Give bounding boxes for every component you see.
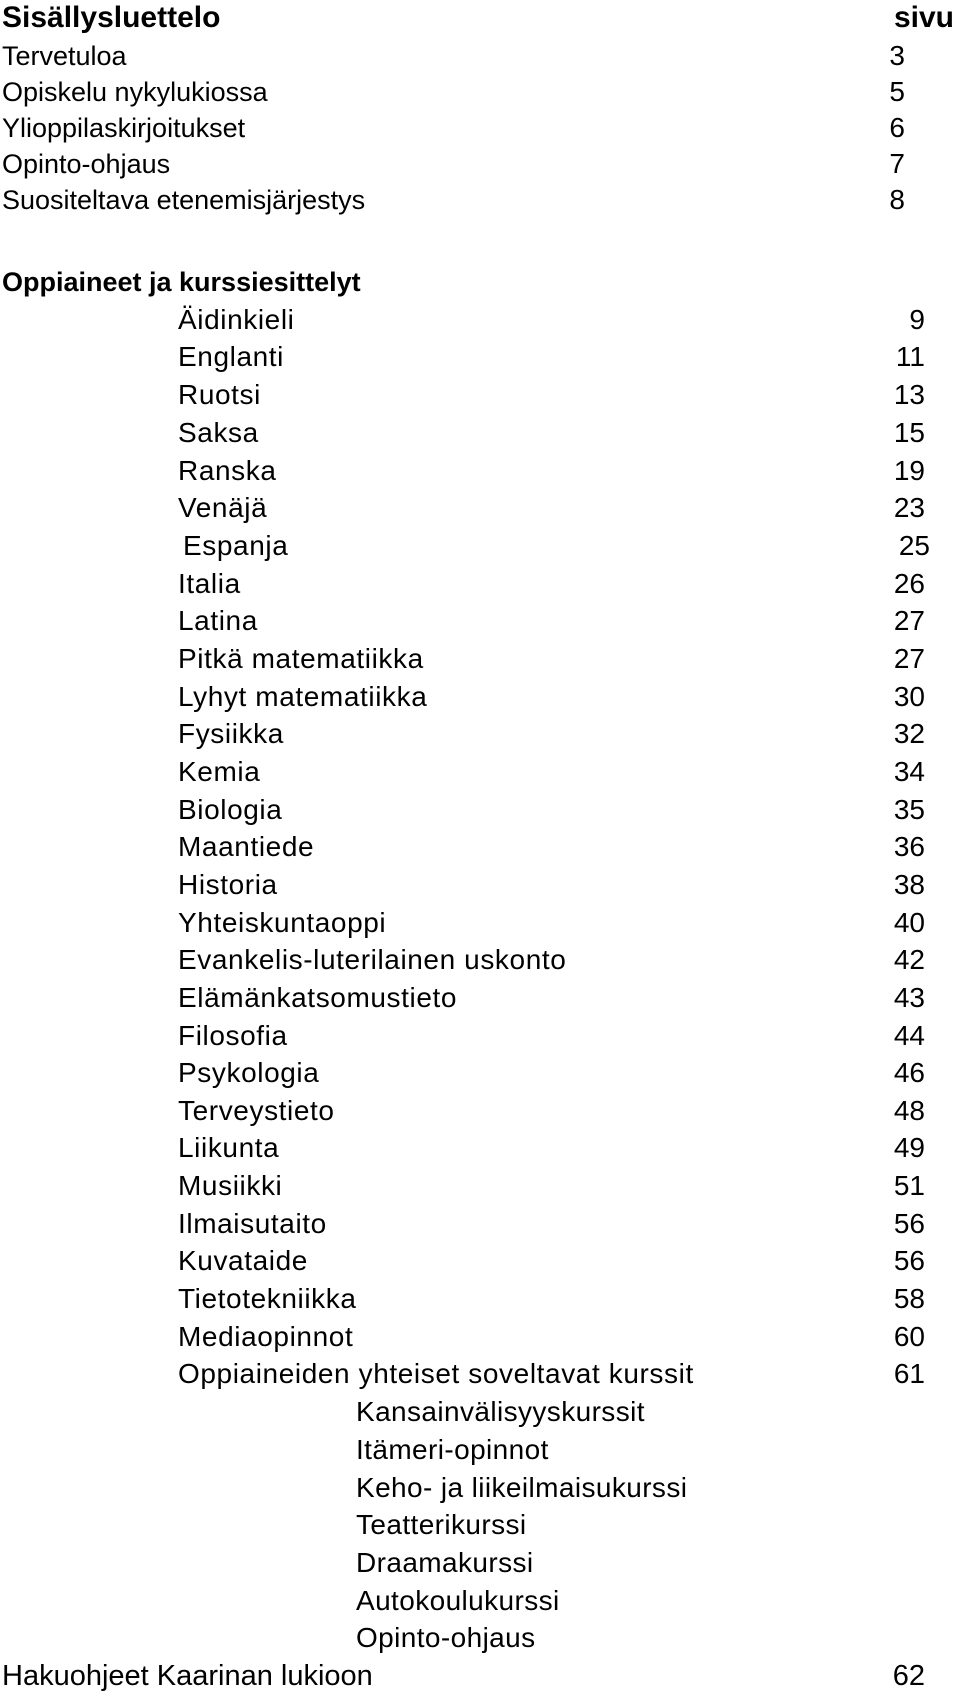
toc-entry-page: 8: [889, 184, 905, 215]
toc-entry-hakuohjeet[interactable]: [0, 1658, 960, 1694]
toc-entry-subject[interactable]: [0, 679, 960, 715]
toc-entry-subject[interactable]: [0, 339, 960, 375]
toc-entry-label: Ylioppilaskirjoitukset: [2, 113, 246, 143]
toc-entry-subject[interactable]: [0, 1206, 960, 1242]
toc-entry-opiskelu[interactable]: [0, 74, 960, 110]
subject-page: 36: [893, 831, 925, 862]
toc-entry-subject[interactable]: [0, 641, 960, 677]
toc-entry-page: 62: [892, 1660, 925, 1692]
subject-label: Psykologia: [178, 1057, 320, 1088]
toc-entry-subject[interactable]: [0, 1130, 960, 1166]
subject-label: Oppiaineiden yhteiset soveltavat kurssit: [178, 1358, 694, 1389]
toc-entry-subject[interactable]: [0, 1018, 960, 1054]
subject-page: 27: [893, 643, 925, 674]
subject-page: 42: [893, 944, 925, 975]
course-label: Opinto-ohjaus: [356, 1622, 536, 1653]
toc-entry-subject[interactable]: [0, 453, 960, 489]
toc-entry-ylioppilaskirjoitukset[interactable]: [0, 110, 960, 146]
subject-label: Pitkä matematiikka: [178, 643, 424, 674]
subject-page: 48: [893, 1095, 925, 1126]
subject-page: 44: [893, 1020, 925, 1051]
subject-page: 27: [893, 605, 925, 636]
page-column-header: sivu: [893, 1, 954, 34]
subject-label: Latina: [178, 605, 258, 636]
toc-subentry[interactable]: [0, 1432, 960, 1468]
subject-label: Mediaopinnot: [178, 1321, 354, 1352]
course-label: Autokoulukurssi: [356, 1585, 560, 1616]
subject-page: 26: [893, 568, 925, 599]
toc-entry-page: 5: [889, 76, 905, 107]
subject-page: 30: [893, 681, 925, 712]
toc-entry-subject[interactable]: [0, 528, 960, 564]
subject-page: 40: [893, 907, 925, 938]
subject-label: Liikunta: [178, 1132, 280, 1163]
subject-label: Tietotekniikka: [178, 1283, 357, 1314]
subject-page: 43: [893, 982, 925, 1013]
toc-entry-subject[interactable]: [0, 377, 960, 413]
subject-label: Evankelis-luterilainen uskonto: [178, 944, 567, 975]
toc-entry-label: Opinto-ohjaus: [2, 149, 171, 179]
subject-label: Biologia: [178, 794, 283, 825]
section-heading-row: [0, 264, 960, 300]
toc-subentry[interactable]: [0, 1545, 960, 1581]
toc-entry-page: 3: [889, 40, 905, 71]
toc-entry-subject[interactable]: [0, 829, 960, 865]
subject-page: 9: [909, 304, 925, 335]
subject-page: 49: [893, 1132, 925, 1163]
subject-page: 11: [895, 341, 925, 372]
subject-page: 19: [893, 455, 925, 486]
subject-page: 32: [893, 718, 925, 749]
subject-label: Filosofia: [178, 1020, 288, 1051]
subject-label: Musiikki: [178, 1170, 283, 1201]
subject-page: 38: [893, 869, 925, 900]
toc-subentry[interactable]: [0, 1470, 960, 1506]
toc-entry-tervetuloa[interactable]: [0, 38, 960, 74]
subject-label: Espanja: [183, 530, 289, 561]
course-label: Draamakurssi: [356, 1547, 534, 1578]
toc-entry-subject[interactable]: [0, 716, 960, 752]
subject-label: Saksa: [178, 417, 259, 448]
subject-page: 23: [893, 492, 925, 523]
toc-entry-subject[interactable]: [0, 566, 960, 602]
subject-label: Yhteiskuntaoppi: [178, 907, 387, 938]
toc-entry-page: 6: [889, 112, 905, 143]
toc-entry-opinto-ohjaus[interactable]: [0, 146, 960, 182]
subject-label: Englanti: [178, 341, 284, 372]
subject-label: Kemia: [178, 756, 261, 787]
course-label: Teatterikurssi: [356, 1509, 527, 1540]
subject-label: Kuvataide: [178, 1245, 308, 1276]
subject-label: Elämänkatsomustieto: [178, 982, 458, 1013]
toc-subentry[interactable]: [0, 1394, 960, 1430]
subject-page: 58: [893, 1283, 925, 1314]
toc-subentry[interactable]: [0, 1583, 960, 1619]
toc-entry-subject[interactable]: [0, 867, 960, 903]
subject-page: 34: [893, 756, 925, 787]
subject-label: Italia: [178, 568, 241, 599]
subject-label: Lyhyt matematiikka: [178, 681, 428, 712]
toc-entry-subject[interactable]: [0, 415, 960, 451]
subject-label: Historia: [178, 869, 278, 900]
toc-entry-page: 7: [889, 148, 905, 179]
toc-entry-label: Opiskelu nykylukiossa: [2, 77, 268, 107]
toc-entry-subject[interactable]: [0, 942, 960, 978]
subject-label: Ilmaisutaito: [178, 1208, 327, 1239]
toc-entry-subject[interactable]: [0, 1093, 960, 1129]
toc-entry-subject[interactable]: [0, 603, 960, 639]
toc-title-row: [0, 0, 960, 36]
subject-page: 15: [893, 417, 925, 448]
subject-page: 13: [893, 379, 925, 410]
subject-label: Ruotsi: [178, 379, 261, 410]
toc-entry-subject[interactable]: [0, 1168, 960, 1204]
subject-label: Ranska: [178, 455, 277, 486]
toc-subentry[interactable]: [0, 1620, 960, 1656]
course-label: Itämeri-opinnot: [356, 1434, 549, 1465]
subject-page: 51: [893, 1170, 925, 1201]
toc-entry-subject[interactable]: [0, 905, 960, 941]
course-label: Keho- ja liikeilmaisukurssi: [356, 1472, 688, 1503]
subject-page: 56: [893, 1245, 925, 1276]
subject-label: Äidinkieli: [178, 304, 295, 335]
toc-entry-subject[interactable]: [0, 302, 960, 338]
subject-page: 60: [893, 1321, 925, 1352]
toc-entry-label: Tervetuloa: [2, 41, 127, 71]
toc-subentry[interactable]: [0, 1507, 960, 1543]
subject-page: 61: [893, 1358, 925, 1389]
toc-entry-subject[interactable]: [0, 980, 960, 1016]
toc-entry-subject[interactable]: [0, 792, 960, 828]
toc-entry-subject[interactable]: [0, 1356, 960, 1392]
subject-page: 35: [893, 794, 925, 825]
toc-title: Sisällysluettelo: [2, 1, 221, 34]
toc-entry-subject[interactable]: [0, 1319, 960, 1355]
subject-page: 25: [898, 530, 930, 561]
subject-label: Venäjä: [178, 492, 268, 523]
toc-entry-subject[interactable]: [0, 1055, 960, 1091]
course-label: Kansainvälisyyskurssit: [356, 1396, 645, 1427]
toc-entry-subject[interactable]: [0, 1243, 960, 1279]
subject-page: 56: [893, 1208, 925, 1239]
section-heading: Oppiaineet ja kurssiesittelyt: [2, 267, 361, 297]
subject-page: 46: [893, 1057, 925, 1088]
subject-label: Terveystieto: [178, 1095, 335, 1126]
subject-label: Fysiikka: [178, 718, 284, 749]
toc-entry-etenemisjarjestys[interactable]: [0, 182, 960, 218]
toc-entry-subject[interactable]: [0, 1281, 960, 1317]
toc-entry-subject[interactable]: [0, 490, 960, 526]
subject-label: Maantiede: [178, 831, 315, 862]
toc-entry-label: Hakuohjeet Kaarinan lukioon: [2, 1660, 373, 1692]
toc-entry-label: Suositeltava etenemisjärjestys: [2, 185, 366, 215]
toc-entry-subject[interactable]: [0, 754, 960, 790]
